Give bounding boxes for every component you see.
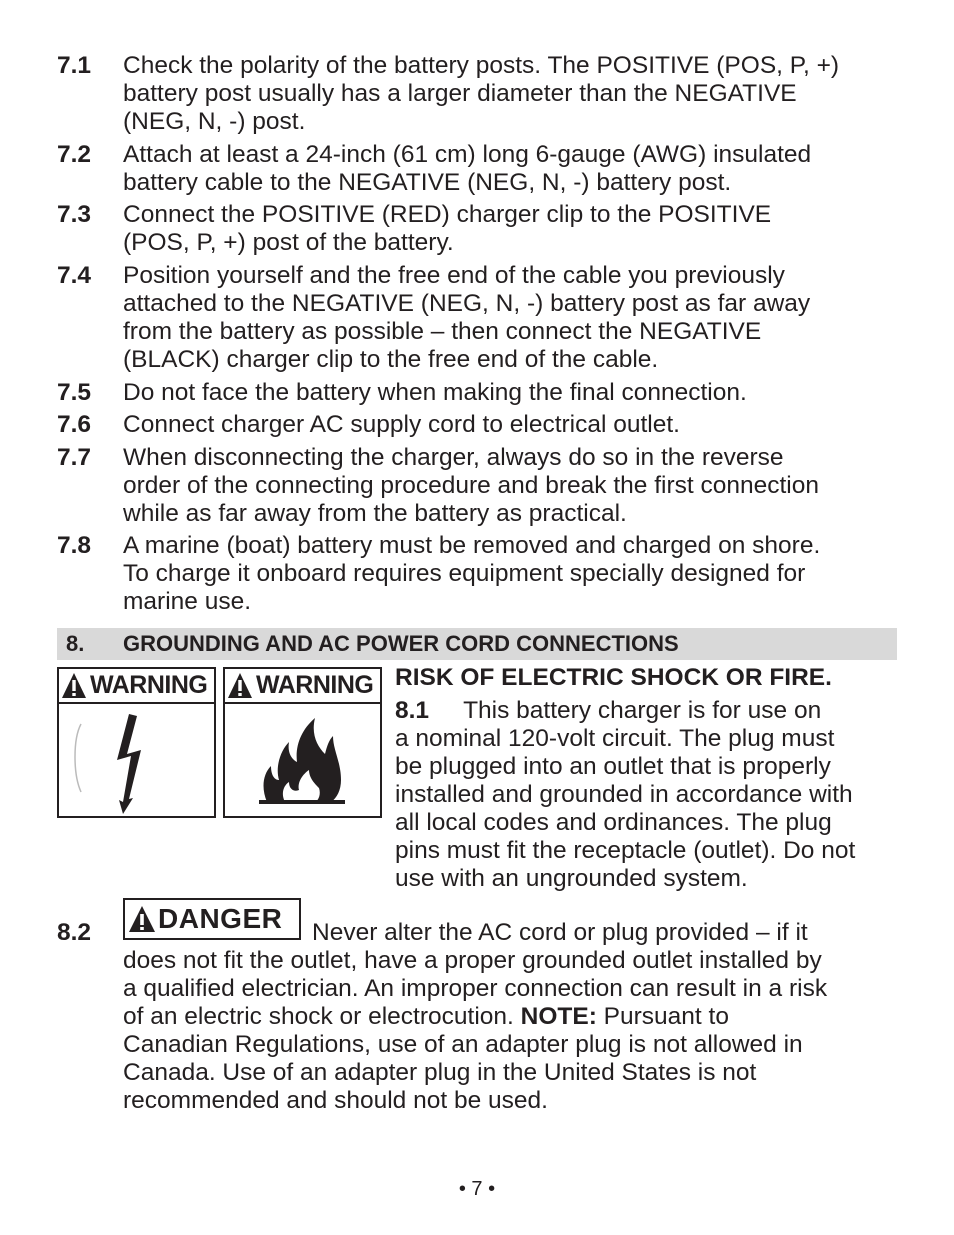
text-line: Canadian Regulations, use of an adapter plug is not allowed in — [123, 1031, 803, 1058]
text-line: battery post usually has a larger diameter than the NEGATIVE — [123, 80, 797, 107]
list-item-8-1 — [395, 697, 915, 893]
text-line: (NEG, N, -) post. — [123, 108, 306, 135]
item-number: 7.3 — [57, 201, 92, 228]
item-number: 7.7 — [57, 444, 92, 471]
text-line — [123, 1003, 893, 1031]
item-text-first: This battery charger is for use on — [463, 697, 822, 724]
item-number: 7.4 — [57, 262, 92, 289]
item-number: 8.2 — [57, 919, 92, 946]
note-label: NOTE: — [520, 1003, 597, 1030]
item-number: 7.8 — [57, 532, 92, 559]
item-text — [123, 141, 893, 197]
text-line: Never alter the AC cord or plug provided – if it — [312, 919, 808, 946]
section-number: 8. — [66, 631, 85, 656]
item-text — [123, 201, 893, 257]
text-line: order of the connecting procedure and break the first connection — [123, 472, 819, 499]
item-text — [123, 411, 893, 439]
warning-label-text: WARNING — [256, 671, 374, 699]
lightning-bolt-icon — [59, 704, 214, 816]
text-line: Check the polarity of the battery posts. The POSITIVE (POS, P, +) — [123, 52, 840, 79]
warning-header — [59, 669, 214, 704]
text-line: use with an ungrounded system. — [395, 865, 748, 892]
item-text — [123, 919, 893, 1115]
text-line: Attach at least a 24-inch (61 cm) long 6-gauge (AWG) insulated — [123, 141, 812, 168]
text-line: Canada. Use of an adapter plug in the United States is not — [123, 1059, 757, 1086]
text-line: A marine (boat) battery must be removed and charged on shore. — [123, 532, 821, 559]
text-line: To charge it onboard requires equipment specially designed for — [123, 560, 806, 587]
text-line: When disconnecting the charger, always do so in the reverse — [123, 444, 784, 471]
item-text — [123, 444, 893, 528]
warning-header — [225, 669, 380, 704]
item-text — [123, 532, 893, 616]
danger-label-text: DANGER — [158, 903, 283, 934]
warning-label-fire — [223, 667, 382, 818]
text-line — [395, 697, 915, 725]
text-line: battery cable to the NEGATIVE (NEG, N, -) battery post. — [123, 169, 732, 196]
item-number: 7.1 — [57, 52, 92, 79]
text-line: from the battery as possible – then connect the NEGATIVE — [123, 318, 762, 345]
text-line: recommended and should not be used. — [123, 1087, 548, 1114]
text-line: (POS, P, +) post of the battery. — [123, 229, 454, 256]
fire-icon — [225, 704, 380, 816]
text-line: installed and grounded in accordance with — [395, 781, 853, 808]
text-line: (BLACK) charger clip to the free end of the cable. — [123, 346, 659, 373]
section-title: GROUNDING AND AC POWER CORD CONNECTIONS — [123, 631, 679, 656]
item-number: 7.6 — [57, 411, 92, 438]
warning-triangle-icon — [227, 672, 253, 699]
text-line: while as far away from the battery as practical. — [123, 500, 627, 527]
text-span: of an electric shock or electrocution. — [123, 1003, 521, 1030]
text-line: attached to the NEGATIVE (NEG, N, -) battery post as far away — [123, 290, 811, 317]
item-number: 7.2 — [57, 141, 92, 168]
text-line: a qualified electrician. An improper connection can result in a risk — [123, 975, 828, 1002]
item-text — [123, 52, 893, 136]
warning-label-text: WARNING — [90, 671, 208, 699]
text-line: Position yourself and the free end of the cable you previously — [123, 262, 785, 289]
danger-triangle-icon — [128, 905, 156, 933]
warning-label-shock — [57, 667, 216, 818]
item-number: 7.5 — [57, 379, 92, 406]
text-line: be plugged into an outlet that is properly — [395, 753, 831, 780]
text-line: Connect the POSITIVE (RED) charger clip to the POSITIVE — [123, 201, 772, 228]
text-line: Do not face the battery when making the final connection. — [123, 379, 747, 406]
item-text — [123, 262, 893, 374]
text-line: all local codes and ordinances. The plug — [395, 809, 832, 836]
text-line: marine use. — [123, 588, 252, 615]
item-number: 8.1 — [395, 697, 430, 724]
text-span: Pursuant to — [596, 1003, 729, 1030]
section-heading — [57, 628, 897, 660]
text-line: does not fit the outlet, have a proper grounded outlet installed by — [123, 947, 822, 974]
danger-label — [123, 898, 301, 940]
warning-triangle-icon — [61, 672, 87, 699]
text-line: a nominal 120-volt circuit. The plug must — [395, 725, 835, 752]
item-text — [123, 379, 893, 407]
text-line: pins must fit the receptacle (outlet). Do not — [395, 837, 856, 864]
text-line: Connect charger AC supply cord to electrical outlet. — [123, 411, 680, 438]
risk-heading: RISK OF ELECTRIC SHOCK OR FIRE. — [395, 664, 832, 691]
page-number: • 7 • — [458, 1178, 496, 1200]
